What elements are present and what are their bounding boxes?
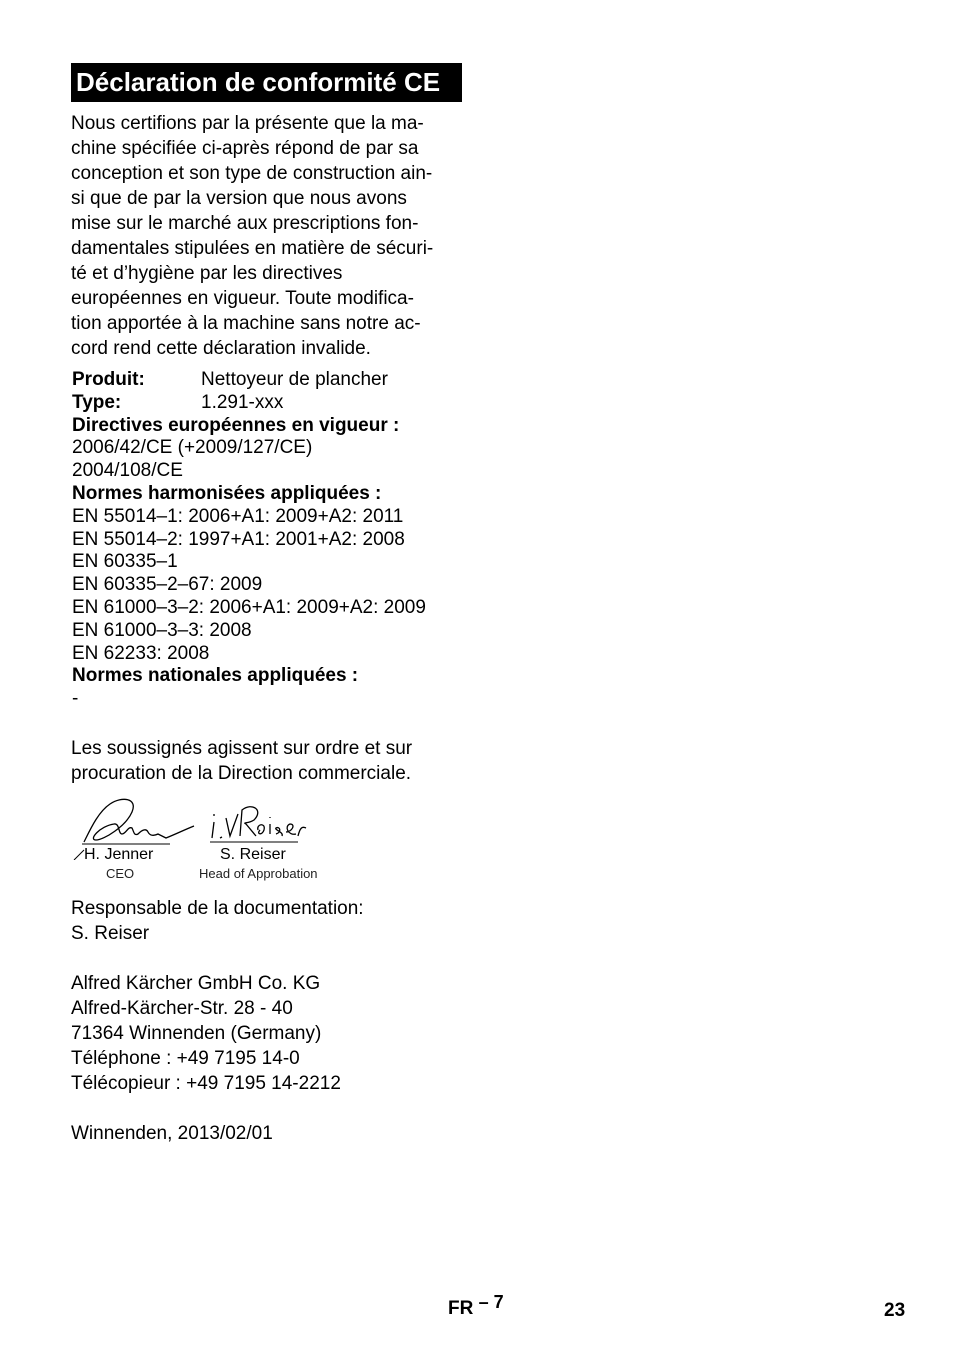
signatory-role: Head of Approbation — [199, 866, 318, 881]
mandate-paragraph — [71, 736, 412, 786]
intro-line: Nous certifions par la présente que la ma- — [71, 113, 424, 134]
product-value: Nettoyeur de plancher — [201, 369, 388, 390]
national-heading: Normes nationales appliquées : — [72, 665, 359, 687]
signature-block — [70, 790, 370, 890]
standard-item: EN 60335–2–67: 2009 — [72, 574, 263, 596]
type-value: 1.291-xxx — [201, 391, 284, 413]
footer-lang: FR — [448, 1298, 474, 1319]
address-line: Télécopieur : +49 7195 14-2212 — [71, 1073, 341, 1094]
documentation-label: Responsable de la documentation: — [71, 898, 364, 919]
product-label: Produit: — [72, 369, 145, 390]
page-number: 23 — [884, 1300, 906, 1321]
product-row — [72, 369, 472, 392]
national-value: - — [72, 688, 79, 710]
standard-item: EN 55014–2: 1997+A1: 2001+A2: 2008 — [72, 528, 405, 550]
page-title: Déclaration de conformité CE — [71, 63, 462, 102]
standard-item: EN 62233: 2008 — [72, 642, 210, 664]
address-line: 71364 Winnenden (Germany) — [71, 1023, 322, 1044]
footer-section — [448, 1292, 504, 1320]
company-address — [71, 971, 341, 1096]
documentation-paragraph — [71, 896, 364, 946]
directive-item: 2006/42/CE (+2009/127/CE) — [72, 437, 313, 459]
address-line: Téléphone : +49 7195 14-0 — [71, 1048, 300, 1069]
intro-line: si que de par la version que nous avons — [71, 188, 407, 209]
mandate-line: procuration de la Direction commerciale. — [71, 763, 412, 784]
address-line: Alfred-Kärcher-Str. 28 - 40 — [71, 998, 293, 1019]
harmonized-heading: Normes harmonisées appliquées : — [72, 482, 382, 504]
signatory-name: H. Jenner — [84, 846, 154, 863]
product-specs — [72, 369, 472, 711]
intro-line: damentales stipulées en matière de sécuri- — [71, 238, 434, 259]
directives-heading: Directives européennes en vigueur : — [72, 414, 400, 436]
standard-item: EN 55014–1: 2006+A1: 2009+A2: 2011 — [72, 505, 404, 527]
mandate-line: Les soussignés agissent sur ordre et sur — [71, 738, 413, 759]
documentation-name: S. Reiser — [71, 923, 150, 944]
intro-line: té et d’hygiène par les directives — [71, 263, 343, 284]
directive-item: 2004/108/CE — [72, 460, 183, 482]
intro-line: conception et son type de construction ain- — [71, 163, 433, 184]
intro-line: cord rend cette déclaration invalide. — [71, 338, 371, 359]
standard-item: EN 61000–3–2: 2006+A1: 2009+A2: 2009 — [72, 596, 426, 618]
place-date: Winnenden, 2013/02/01 — [71, 1123, 273, 1144]
intro-line: chine spécifiée ci-après répond de par sa — [71, 138, 419, 159]
signatory-name: S. Reiser — [220, 846, 286, 863]
intro-paragraph — [71, 111, 463, 361]
intro-line: mise sur le marché aux prescriptions fon- — [71, 213, 419, 234]
type-label: Type: — [72, 391, 122, 413]
footer-section-number: – 7 — [478, 1292, 504, 1312]
intro-line: européennes en vigueur. Toute modifica- — [71, 288, 414, 309]
type-row — [72, 392, 472, 415]
standard-item: EN 61000–3–3: 2008 — [72, 619, 252, 641]
address-line: Alfred Kärcher GmbH Co. KG — [71, 973, 321, 994]
standard-item: EN 60335–1 — [72, 551, 178, 573]
intro-line: tion apportée à la machine sans notre ac- — [71, 313, 421, 334]
signatory-role: CEO — [106, 866, 135, 881]
